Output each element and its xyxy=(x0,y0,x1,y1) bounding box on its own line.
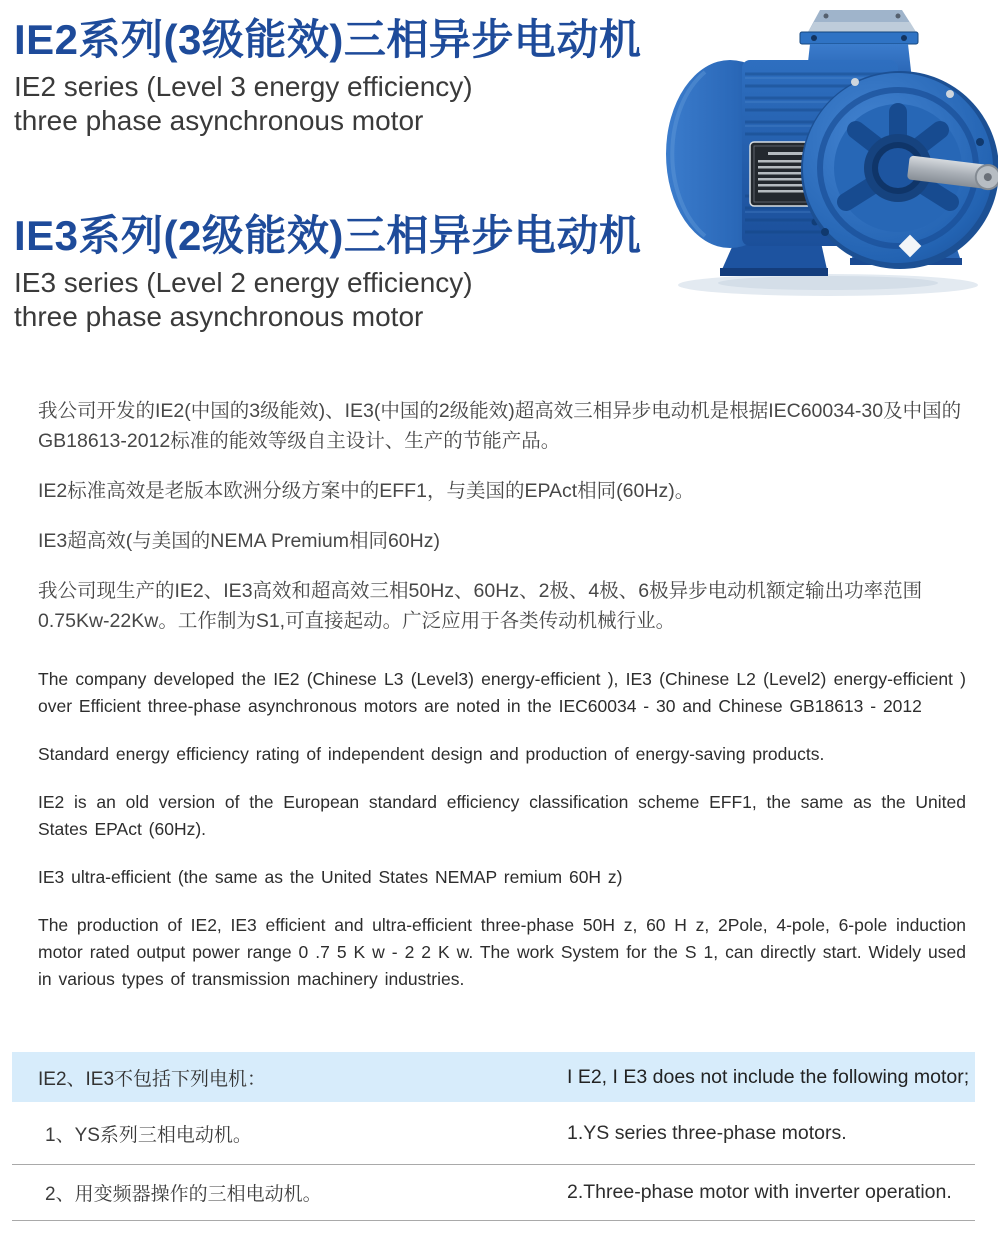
exclusion-table xyxy=(12,1052,975,1221)
cn-paragraph-2: IE2标准高效是老版本欧洲分级方案中的EFF1，与美国的EPAct相同(60Hz)。 xyxy=(38,480,695,502)
ie3-subtitle-line2: three phase asynchronous motor xyxy=(14,301,424,333)
cn-paragraph-4: 我公司现生产的IE2、IE3高效和超高效三相50Hz、60Hz、2极、4极、6极异步电动机额定输出功率范围0.75Kw-22Kw。工作制为S1,可直接起动。广泛应用于各类传动机械行业。 xyxy=(38,580,923,632)
table-row xyxy=(12,1102,975,1165)
row2-en: 2.Three-phase motor with inverter operation. xyxy=(567,1181,952,1203)
en-paragraph-2: Standard energy efficiency rating of independent design and production of energy-saving products. xyxy=(38,744,825,764)
ie2-subtitle-en xyxy=(14,70,641,138)
intro-paragraphs-en xyxy=(38,666,966,1014)
ie3-subtitle-line1: IE3 series (Level 2 energy efficiency) xyxy=(14,267,473,299)
ie2-title-block xyxy=(14,16,641,138)
en-paragraph-4: IE3 ultra-efficient (the same as the United States NEMAP remium 60H z) xyxy=(38,867,623,887)
en-paragraph-3: IE2 is an old version of the European standard efficiency classification scheme EFF1, the same as the United States EPAct (60Hz). xyxy=(38,792,966,839)
ie3-title-cn: IE3系列(2级能效)三相异步电动机 xyxy=(14,212,642,259)
intro-paragraphs-cn xyxy=(38,396,964,656)
motor-image xyxy=(650,2,998,298)
cn-paragraph-1: 我公司开发的IE2(中国的3级能效)、IE3(中国的2级能效)超高效三相异步电动机是根据IEC60034-30及中国的GB18613-2012标准的能效等级自主设计、生产的节能产品。 xyxy=(38,400,962,452)
row1-cn: 1、YS系列三相电动机。 xyxy=(45,1124,252,1146)
exclusion-header-cn: IE2、IE3不包括下列电机： xyxy=(38,1068,267,1090)
ie2-title-cn: IE2系列(3级能效)三相异步电动机 xyxy=(14,16,642,63)
ie3-subtitle-en xyxy=(14,266,641,334)
row2-cn: 2、用变频器操作的三相电动机。 xyxy=(45,1184,322,1205)
row1-en: 1.YS series three-phase motors. xyxy=(567,1121,847,1144)
motor-illustration xyxy=(650,2,998,298)
ie3-title-block xyxy=(14,212,641,334)
en-paragraph-5: The production of IE2, IE3 efficient and ultra-efficient three-phase 50H z, 60 H z, 2Pole, 4-pole, 6-pole induction motor rated output power range 0 .7 5 K w - 2 2 K w. The work System for the S 1, can directly start. Widely used in various types of transmission machinery industries. xyxy=(38,915,966,989)
en-paragraph-1: The company developed the IE2 (Chinese L3 (Level3) energy-efficient ), IE3 (Chinese L2 (Level2) energy-efficient ) over Efficient three-phase asynchronous motors are noted in the IEC60034 - 30 and Chinese GB18613 - 2012 xyxy=(38,669,966,716)
exclusion-table-header xyxy=(12,1052,975,1102)
ie2-subtitle-line1: IE2 series (Level 3 energy efficiency) xyxy=(14,71,473,103)
table-row xyxy=(12,1165,975,1221)
exclusion-header-en: I E2, I E3 does not include the following motor; xyxy=(567,1065,970,1088)
ie2-subtitle-line2: three phase asynchronous motor xyxy=(14,105,424,137)
cn-paragraph-3: IE3超高效(与美国的NEMA Premium相同60Hz) xyxy=(38,530,440,552)
